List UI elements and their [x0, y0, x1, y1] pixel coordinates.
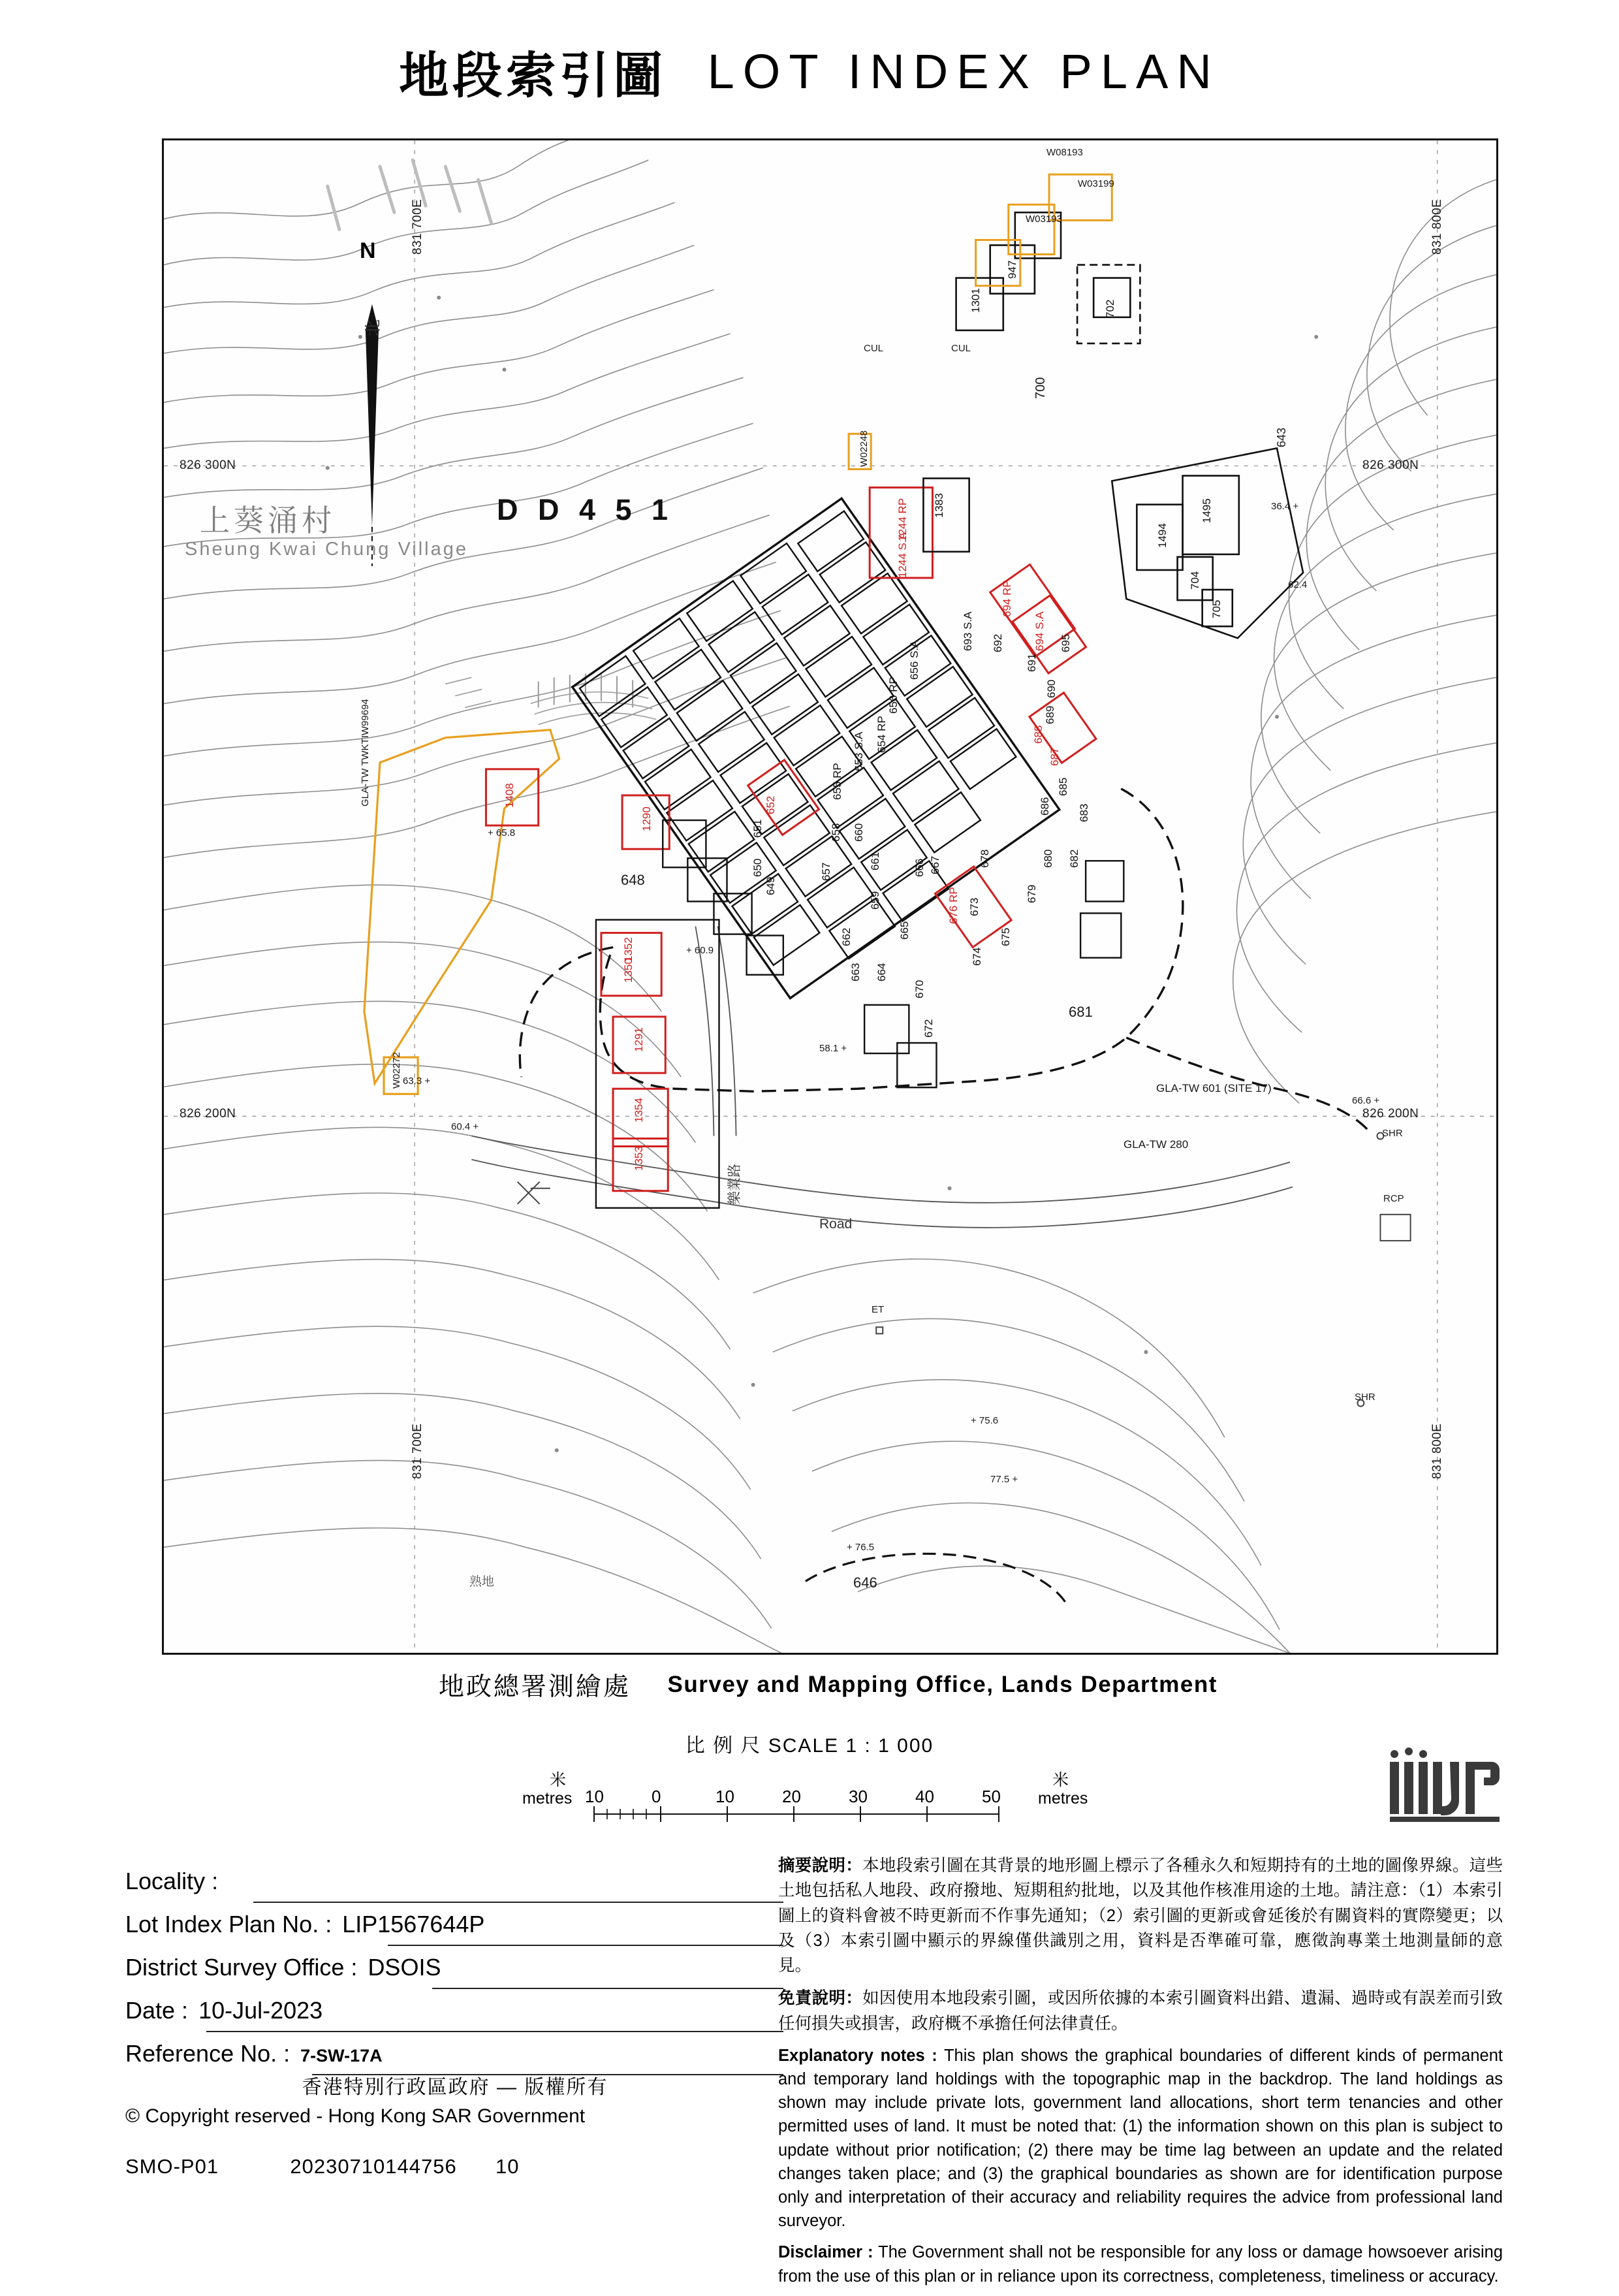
- lot-number: 649: [764, 876, 777, 895]
- lot-number: 678: [979, 849, 991, 868]
- map-annotation: Road: [819, 1217, 853, 1232]
- north-arrow-label-zh: 北: [363, 319, 383, 336]
- map-annotation: GLA-TW 280: [1124, 1138, 1189, 1151]
- lot-number: 689: [1044, 705, 1056, 724]
- scale-unit-en-right: metres: [1038, 1789, 1088, 1808]
- lot-number: 658: [830, 823, 842, 842]
- lot-number: 693 S.A: [962, 611, 974, 651]
- lot-number: 700: [1033, 377, 1048, 399]
- lot-number: 670: [913, 980, 926, 998]
- map-graphics: [164, 140, 1496, 1653]
- lot-number: 675: [999, 927, 1012, 946]
- grid-label: 831 700E: [411, 199, 424, 255]
- copyright-en-row: [125, 2102, 785, 2131]
- lot-number: 661: [869, 852, 881, 870]
- map-annotation: RCP: [1383, 1193, 1404, 1204]
- map-annotation: SHR: [1355, 1392, 1375, 1403]
- notes-zh-summary-text: 本地段索引圖在其背景的地形圖上標示了各種永久和短期持有的土地的圖像界線。這些土地包括私人地段、政府撥地、短期租約批地，以及其他作核准用途的土地。請注意：（1）本索引圖上的資料會被不時更新而不作事先通知；（2）索引圖的更新或會延後於有關資料的實際變更；以及（3）本索引圖中顯示的界線僅供識別之用，資料是否準確可靠，應徵詢專業土地測量師的意見。: [778, 1857, 1503, 1975]
- scale-bar-graphic: [522, 1804, 1110, 1830]
- grid-label: 826 300N: [180, 458, 236, 472]
- lot-number: 680: [1042, 849, 1054, 868]
- spot-height: 63.3 +: [403, 1076, 431, 1087]
- lot-number: 646: [853, 1574, 877, 1591]
- lot-number: 679: [1026, 884, 1038, 903]
- office-name-zh: 地政總署測繪處: [439, 1673, 631, 1701]
- map-annotation: W02272: [391, 1052, 402, 1089]
- scale-unit-en-left: metres: [522, 1789, 573, 1808]
- grid-label: 826 200N: [180, 1107, 236, 1121]
- spot-height: 58.1 +: [819, 1043, 847, 1054]
- lot-number: 1352: [622, 937, 635, 962]
- lot-number: 704: [1189, 571, 1201, 590]
- lot-number: 654 RP: [875, 716, 888, 753]
- lot-number: 683: [1078, 803, 1090, 822]
- lot-number: 1244 S.A: [896, 532, 909, 578]
- date-value: 10-Jul-2023: [198, 1997, 323, 2024]
- map-annotation: 熟地: [469, 1575, 495, 1589]
- map-annotation: 樂業路: [727, 1164, 742, 1205]
- map-annotation: W03199: [1078, 178, 1114, 189]
- spot-height: + 60.9: [686, 945, 714, 956]
- copyright-block: [125, 2073, 785, 2130]
- map-annotation: ET: [872, 1304, 885, 1315]
- lot-number: 643: [1275, 427, 1288, 447]
- lot-number: 667: [929, 855, 941, 874]
- map-annotation: GLA-TW TWKTIW99694: [360, 699, 371, 806]
- lot-number: 676 RP: [947, 887, 960, 924]
- scale-tick-label: 10: [585, 1787, 604, 1806]
- lot-number: 660: [853, 823, 865, 842]
- underline: [388, 1945, 783, 1946]
- lot-number: 705: [1210, 599, 1223, 618]
- office-line: [162, 1666, 1494, 1703]
- underline: [253, 1902, 783, 1903]
- notes-zh-disclaimer: [778, 1986, 1503, 2036]
- scale-tick-label: 30: [849, 1787, 868, 1806]
- spot-height: 36.4 +: [1271, 501, 1299, 512]
- map-canvas[interactable]: [162, 138, 1498, 1655]
- lot-number: 656 S.A: [908, 640, 920, 680]
- map-annotation: CUL: [951, 343, 971, 354]
- lot-number: 650: [751, 858, 764, 877]
- notes-en-disclaimer-text: The Government shall not be responsible for any loss or damage howsoever arising from the use of this plan or in reliance upon its correctness, completeness, timeliness or accuracy.: [778, 2243, 1503, 2286]
- notes-en-disclaimer-label: Disclaimer :: [778, 2243, 873, 2262]
- lot-number: 685: [1057, 777, 1069, 796]
- copyright-symbol: ©: [125, 2105, 140, 2127]
- lot-number: 655 RP: [831, 763, 843, 800]
- office-name-en: Survey and Mapping Office, Lands Department: [667, 1672, 1218, 1697]
- scale-tick-label: 50: [982, 1787, 1001, 1806]
- page-title: [0, 36, 1619, 107]
- notes-zh-summary: [778, 1853, 1503, 1978]
- lot-number: W03193: [1026, 214, 1062, 225]
- lot-index-plan-no-label: Lot Index Plan No. :: [125, 1911, 332, 1937]
- scale-unit-zh-left: 米: [550, 1771, 567, 1789]
- scale-caption: 比 例 尺 SCALE 1 : 1 000: [685, 1735, 934, 1757]
- lot-number: 665: [898, 921, 911, 940]
- info-row-district-survey-office: [125, 1954, 785, 1997]
- reference-no-value: 7-SW-17A: [300, 2046, 383, 2065]
- locality-label: Locality :: [125, 1868, 219, 1894]
- scale-tick-label: 20: [782, 1787, 801, 1806]
- north-arrow-label: N: [360, 238, 376, 263]
- grid-label: 831 700E: [411, 1423, 424, 1479]
- scale-tick-label: 10: [715, 1787, 734, 1806]
- village-name-zh: 上葵涌村: [200, 503, 336, 537]
- district-survey-office-label: District Survey Office :: [125, 1954, 358, 1981]
- lot-index-plan-no-value: LIP1567644P: [342, 1911, 485, 1937]
- lot-number: 672: [922, 1019, 935, 1038]
- lot-number: 702: [1104, 299, 1116, 318]
- dd-label: D D 4 5 1: [497, 493, 674, 526]
- copyright-zh: 香港特別行政區政府 — 版權所有: [302, 2077, 608, 2098]
- copyright-en: Copyright reserved - Hong Kong SAR Government: [145, 2105, 586, 2127]
- notes-en-text: This plan shows the graphical boundaries of different kinds of permanent and temporary land holdings with the topographic map in the backdrop. The land holdings as shown may include private lots, government land allocations, short term tenancies and other permitted uses of land. It must be noted that: (1) the information shown on this plan is subject to update without prior notification; (2) there may be time lag between an update and the related changes taken place; and (3) the graphical boundaries as shown are for identification purpose only and interpretation of their accuracy and reliability requires the advice from professional land surveyor.: [778, 2046, 1503, 2231]
- lot-number: 1494: [1156, 523, 1169, 548]
- lot-number: 652: [764, 795, 777, 814]
- village-name-en: Sheung Kwai Chung Village: [185, 539, 469, 560]
- form-number: SMO-P01: [125, 2155, 219, 2178]
- reference-no-label: Reference No. :: [125, 2040, 291, 2067]
- lot-number: 1495: [1201, 498, 1213, 523]
- lot-number: 1383: [933, 493, 945, 518]
- grid-label: 826 300N: [1362, 458, 1419, 472]
- map-annotation: W02248: [858, 430, 870, 467]
- notes-zh-disclaimer-label: 免責說明：: [778, 1989, 863, 2008]
- spot-height: + 76.5: [847, 1542, 875, 1553]
- lot-number: 682: [1068, 849, 1080, 868]
- underline: [432, 1988, 783, 1989]
- plan-info-block: [125, 1868, 785, 2083]
- info-row-locality: [125, 1868, 785, 1911]
- spot-height: 60.4 +: [451, 1121, 479, 1132]
- sheet-number: 10: [495, 2155, 520, 2178]
- lot-number: 1301: [969, 288, 982, 313]
- notes-zh-disclaimer-text: 如因使用本地段索引圖，或因所依據的本索引圖資料出錯、遺漏、過時或有誤差而引致任何損失或損害，政府概不承擔任何法律責任。: [778, 1989, 1503, 2033]
- lot-number: 664: [875, 963, 888, 981]
- spot-height: 62.4: [1288, 579, 1308, 590]
- notes-en-label: Explanatory notes :: [778, 2046, 937, 2065]
- lot-number: 947: [1006, 260, 1018, 279]
- spot-height: 77.5 +: [990, 1474, 1018, 1485]
- lot-number: 1244 RP: [896, 498, 909, 541]
- lot-number: 663: [849, 963, 862, 981]
- lot-number: 666: [913, 858, 926, 877]
- underline: [206, 2031, 783, 2032]
- spot-height: + 65.8: [488, 827, 516, 838]
- page-title-zh: 地段索引圖: [399, 48, 667, 104]
- spot-height: 66.6 +: [1352, 1095, 1380, 1106]
- notes-en-explanatory: [778, 2044, 1503, 2233]
- info-row-lot-index-no: [125, 1911, 785, 1954]
- scale-unit-zh-right: 米: [1052, 1771, 1069, 1789]
- lot-number: 1354: [633, 1098, 645, 1123]
- lot-number: 688: [1032, 725, 1045, 744]
- lot-number: 691: [1026, 653, 1038, 672]
- info-row-date: [125, 1997, 785, 2040]
- lot-number: 695: [1060, 633, 1072, 652]
- lot-number: 1408: [503, 783, 516, 808]
- lot-number: 686: [1039, 797, 1051, 816]
- lot-number: 1350: [622, 958, 635, 983]
- lot-number: 694 S.A: [1033, 611, 1046, 651]
- explanatory-notes-block: [778, 1853, 1503, 2296]
- map-annotation: GLA-TW 601 (SITE 17): [1156, 1082, 1272, 1094]
- spot-height: + 75.6: [971, 1415, 999, 1426]
- grid-label: 826 200N: [1362, 1107, 1419, 1121]
- government-emblem: [1387, 1745, 1500, 1826]
- form-id-row: [125, 2155, 519, 2178]
- lot-number: 1290: [640, 806, 653, 831]
- lot-number: 657: [820, 862, 832, 881]
- lot-number: 674: [971, 947, 983, 966]
- page-title-en: LOT INDEX PLAN: [707, 44, 1220, 99]
- lot-number: 662: [840, 927, 853, 946]
- lot-number: 651: [751, 819, 764, 838]
- map-annotation: SHR: [1382, 1128, 1403, 1139]
- scale-bar: [522, 1763, 1110, 1835]
- lot-number: 690: [1045, 679, 1058, 698]
- lot-number: 692: [992, 633, 1004, 652]
- job-number: 20230710144756: [290, 2155, 457, 2178]
- scale-tick-label: 40: [915, 1787, 934, 1806]
- lot-number: 694 RP: [1001, 580, 1013, 617]
- map-annotation: CUL: [864, 343, 884, 354]
- lot-number: 648: [621, 872, 645, 888]
- lot-number: 687: [1048, 747, 1061, 766]
- grid-label: 831 800E: [1430, 199, 1444, 255]
- notes-zh-summary-label: 摘要說明：: [778, 1857, 863, 1875]
- lot-number: 656 RP: [887, 677, 900, 714]
- lot-number: 659: [869, 891, 881, 910]
- date-label: Date :: [125, 1997, 189, 2024]
- notes-en-disclaimer: [778, 2240, 1503, 2288]
- scale-tick-label: 0: [652, 1787, 661, 1806]
- grid-label: 831 800E: [1430, 1423, 1444, 1479]
- lot-number: 653 S.A: [853, 731, 865, 771]
- district-survey-office-value: DSOIS: [368, 1954, 441, 1981]
- lot-number: 1291: [633, 1027, 645, 1052]
- lot-number: 681: [1069, 1004, 1093, 1020]
- lot-number: 673: [968, 897, 981, 916]
- map-annotation: W08193: [1046, 147, 1083, 158]
- lot-number: 1353: [633, 1146, 645, 1171]
